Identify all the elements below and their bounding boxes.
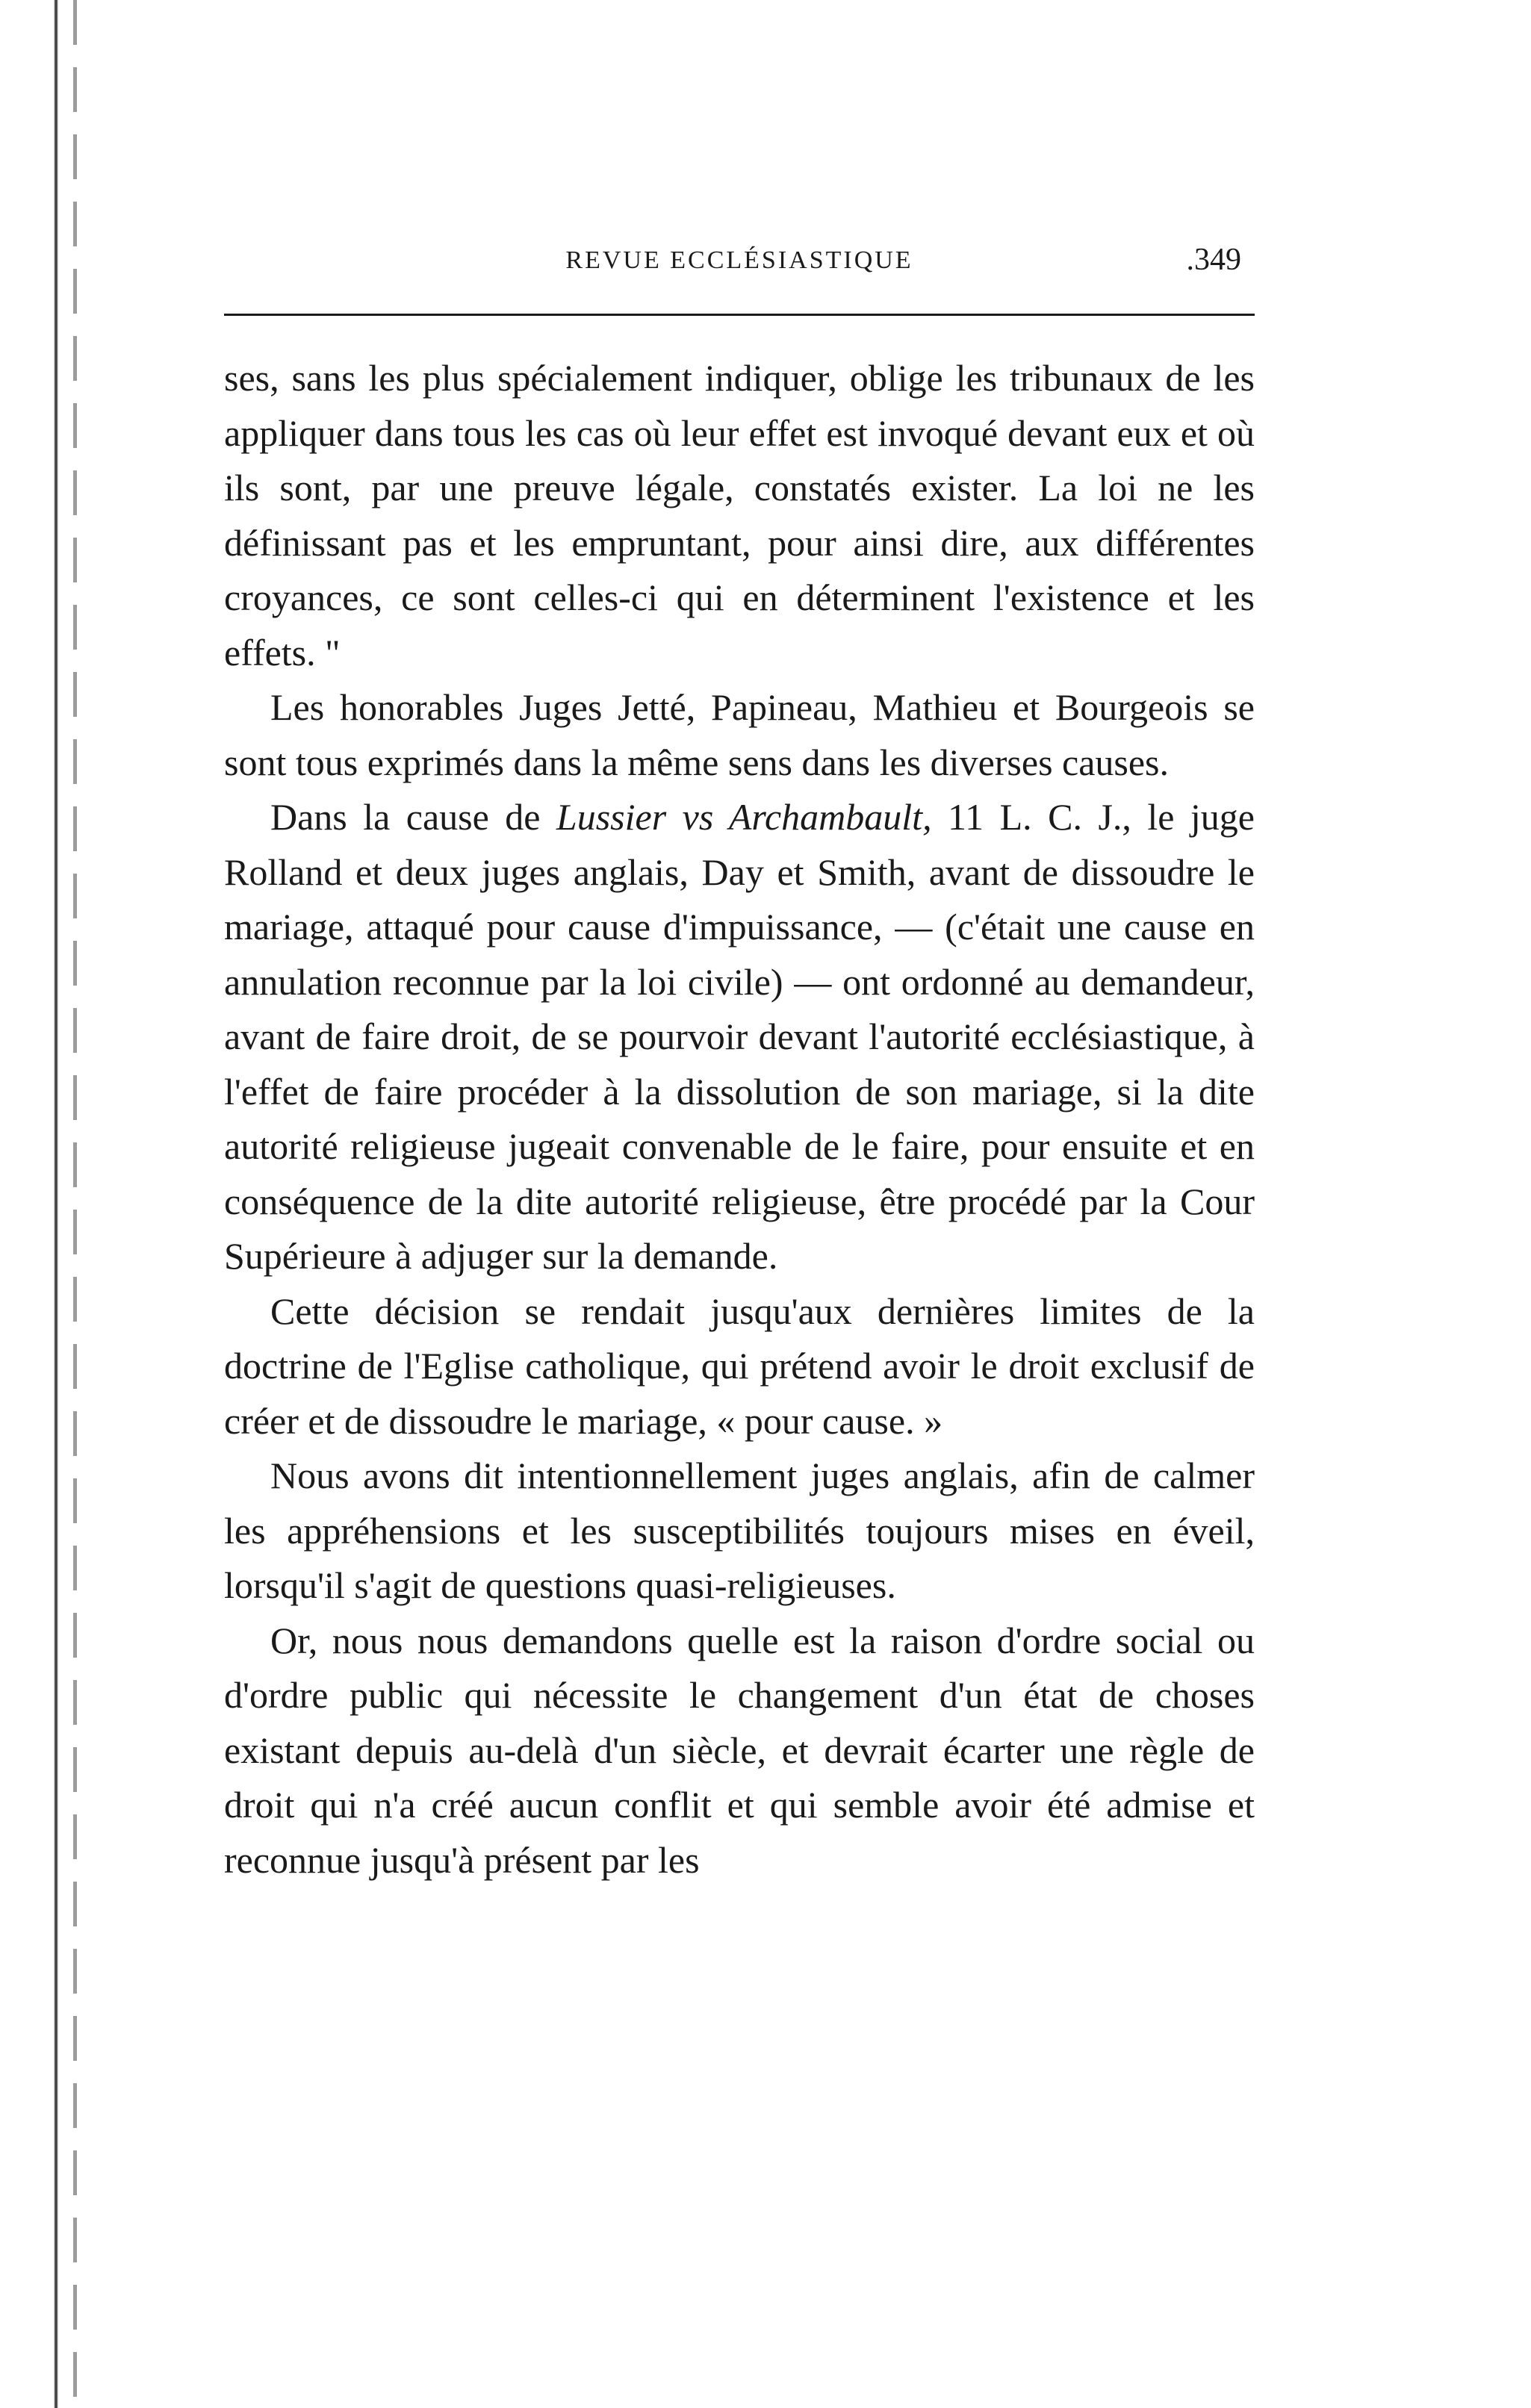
running-head: REVUE ECCLÉSIASTIQUE: [565, 246, 913, 274]
paragraph-judges: Les honorables Juges Jetté, Papineau, Mathieu et Bourgeois se sont tous exprimés dans la même sens dans les diverses causes.: [224, 686, 1255, 783]
page-header: [224, 237, 1255, 282]
case-intro: Dans la cause de: [270, 796, 556, 838]
page-number: .349: [1186, 243, 1241, 277]
paragraph-continued: ses, sans les plus spécialement indiquer, oblige les tribunaux de les appliquer dans tous les cas où leur effet est invoqué devant eux et où ils sont, par une preuve légale, constatés exister. La loi ne les définissant pas et les empruntant, pour ainsi dire, aux différentes croyances, ce sont celles-ci qui en déterminent l'existence et les effets. ": [224, 357, 1255, 673]
page-body: [224, 351, 1255, 1888]
case-body: 11 L. C. J., le juge Rolland et deux juges anglais, Day et Smith, avant de dissoudre le mariage, attaqué pour cause d'impuissance, — (c'était une cause en annulation reconnue par la loi civile) — ont ordonné au demandeur, avant de faire droit, de se pourvoir devant l'autorité ecclésiastique, à l'effet de faire procéder à la dissolution de son mariage, si la dite autorité religieuse jugeait convenable de le faire, pour ensuite et en conséquence de la dite autorité religieuse, être procédé par la Cour Supérieure à adjuger sur la demande.: [224, 796, 1255, 1277]
paragraph-decision: Cette décision se rendait jusqu'aux dernières limites de la doctrine de l'Eglise catholique, qui prétend avoir le droit exclusif de créer et de dissoudre le mariage, « pour cause. »: [224, 1289, 1255, 1442]
case-name: Lussier vs Archambault,: [556, 796, 932, 838]
scan-binding-edge: [54, 0, 60, 2408]
paragraph-question: Or, nous nous demandons quelle est la raison d'ordre social ou d'ordre public qui nécessite le changement d'un état de choses existant depuis au-delà d'un siècle, et devrait écarter une règle de droit qui n'a créé aucun conflit et qui semble avoir été admise et reconnue jusqu'à présent par les: [224, 1619, 1255, 1881]
paragraph-lussier-case: [224, 790, 1255, 1284]
scan-binding-shadow: [73, 0, 77, 2408]
header-rule: [224, 314, 1255, 316]
paragraph-english-judges: Nous avons dit intentionnellement juges anglais, afin de calmer les appréhensions et les susceptibilités toujours mises en éveil, lorsqu'il s'agit de questions quasi-religieuses.: [224, 1455, 1255, 1606]
